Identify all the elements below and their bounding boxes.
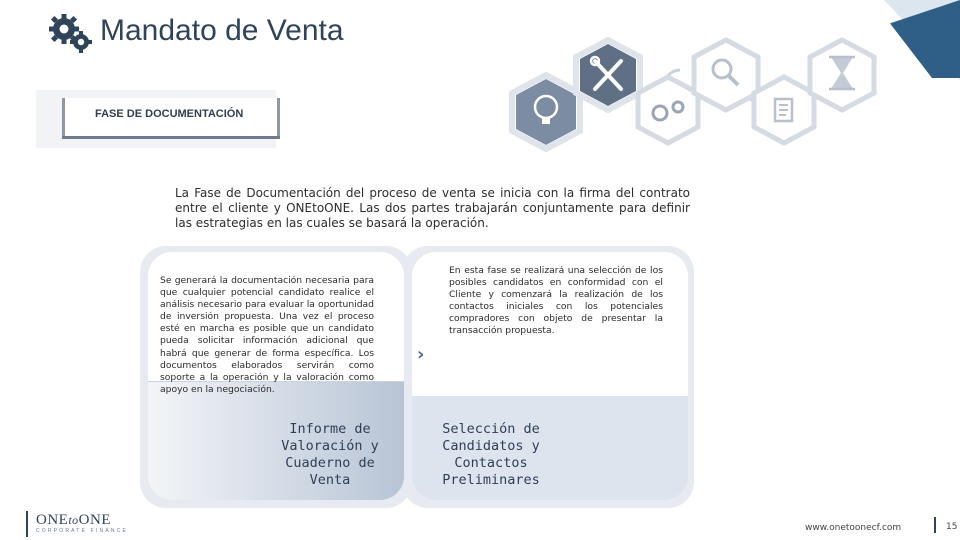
card-left-title: Informe de Valoración y Cuaderno de Venta xyxy=(281,421,379,488)
card-right-title: Selección de Candidatos y Contactos Preliminares xyxy=(442,421,540,488)
logo-subtitle: CORPORATE FINANCE xyxy=(36,528,129,534)
website-link[interactable]: www.onetoonecf.com xyxy=(805,523,902,533)
document-icon xyxy=(754,77,814,143)
company-logo xyxy=(36,512,128,534)
phase-label: FASE DE DOCUMENTACIÓN xyxy=(95,108,244,120)
lightbulb-icon xyxy=(512,75,580,149)
logo-wordmark: ONEtoONE xyxy=(36,512,111,528)
hourglass-icon xyxy=(810,40,874,110)
gears-icon xyxy=(48,12,94,54)
chevron-right-icon: › xyxy=(417,344,425,365)
gears-step-icon xyxy=(638,77,698,143)
page-number: 15 xyxy=(946,522,958,532)
card-right-description: En esta fase se realizará una selección de los posibles candidatos en conformidad con el Cliente y comenzará la realización de los contactos iniciales con los potenciales compradores con objeto de presentar la transacción propuesta. xyxy=(449,265,663,337)
footer-divider-right xyxy=(934,517,936,533)
footer-divider-left xyxy=(26,511,28,537)
search-icon xyxy=(694,40,758,110)
page-title: Mandato de Venta xyxy=(100,14,344,47)
tools-icon xyxy=(576,40,640,110)
card-left-description: Se generará la documentación necesaria para que cualquier potencial candidato realice el análisis necesario para evaluar la oportunidad de inversión propuesta. Una vez el proceso esté en marcha es posible que un candidato pueda solicitar información adicional que habrá que generar de forma específica. Los documentos elaborados servirán como soporte a la operación y la valoración como apoyo en la negociación. xyxy=(160,275,374,395)
intro-paragraph: La Fase de Documentación del proceso de venta se inicia con la firma del contrato entre el cliente y ONEtoONE. Las dos partes trabajarán conjuntamente para definir las estrategias en las cuales se basará la operación. xyxy=(175,186,690,230)
process-steps xyxy=(500,35,890,155)
